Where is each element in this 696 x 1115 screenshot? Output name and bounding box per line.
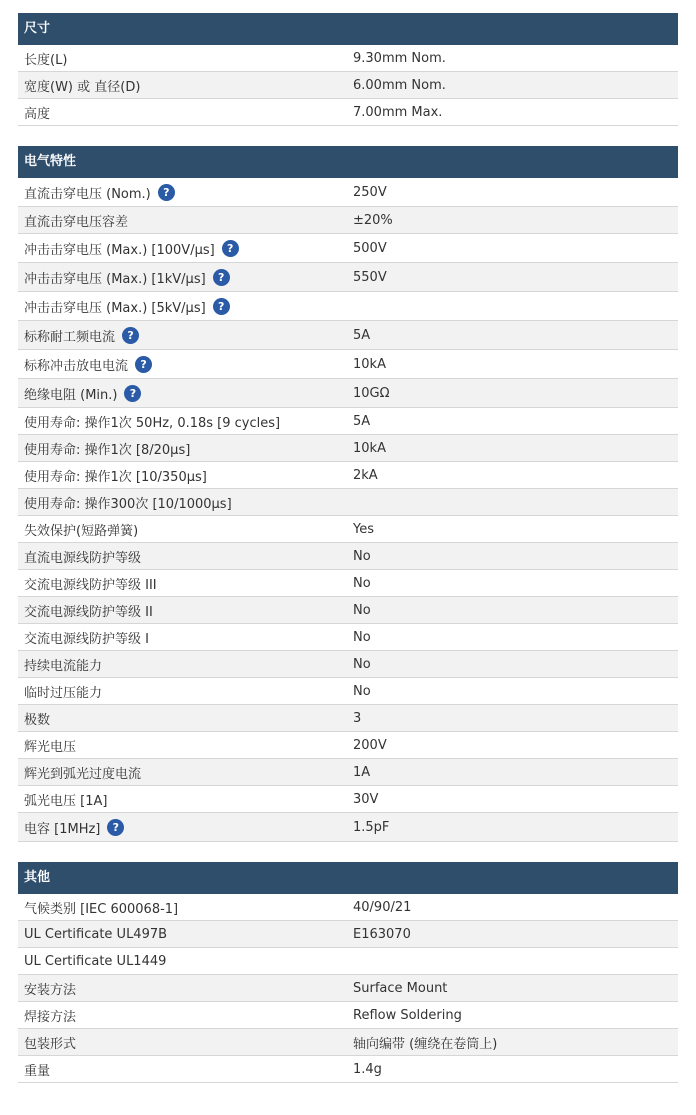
spec-label: 包装形式 bbox=[24, 1036, 77, 1052]
spec-section-1 bbox=[18, 146, 678, 842]
spec-label-cell bbox=[24, 384, 353, 403]
spec-row bbox=[18, 72, 678, 99]
spec-value: 10kA bbox=[353, 356, 386, 372]
help-icon[interactable]: ? bbox=[213, 269, 230, 286]
spec-label-cell bbox=[24, 466, 353, 485]
spec-row bbox=[18, 516, 678, 543]
spec-label-cell bbox=[24, 103, 353, 122]
spec-row bbox=[18, 975, 678, 1002]
spec-value: 550V bbox=[353, 269, 387, 285]
spec-section-2 bbox=[18, 862, 678, 1083]
spec-label-cell bbox=[24, 898, 353, 917]
spec-label: 失效保护(短路弹簧) bbox=[24, 523, 139, 539]
spec-row bbox=[18, 624, 678, 651]
spec-label: 电容 [1MHz] bbox=[24, 821, 101, 837]
spec-value: 6.00mm Nom. bbox=[353, 77, 446, 93]
spec-label-cell bbox=[24, 76, 353, 95]
spec-label: 冲击击穿电压 (Max.) [5kV/µs] bbox=[24, 300, 206, 316]
spec-label: 长度(L) bbox=[24, 52, 68, 68]
spec-label: 辉光到弧光过度电流 bbox=[24, 766, 142, 782]
spec-label-cell bbox=[24, 979, 353, 998]
spec-label-cell bbox=[24, 520, 353, 539]
spec-label: 直流击穿电压 (Nom.) bbox=[24, 186, 151, 202]
spec-label: 交流电源线防护等级 III bbox=[24, 577, 157, 593]
spec-label: 绝缘电阻 (Min.) bbox=[24, 387, 118, 403]
spec-value: No bbox=[353, 602, 371, 618]
spec-label: 使用寿命: 操作1次 50Hz, 0.18s [9 cycles] bbox=[24, 415, 281, 431]
spec-label: 标称耐工频电流 bbox=[24, 329, 116, 345]
spec-label-cell bbox=[24, 493, 353, 512]
spec-label: 焊接方法 bbox=[24, 1009, 77, 1025]
spec-row bbox=[18, 292, 678, 321]
spec-row bbox=[18, 45, 678, 72]
spec-row bbox=[18, 597, 678, 624]
spec-value: 2kA bbox=[353, 467, 378, 483]
help-icon[interactable]: ? bbox=[158, 184, 175, 201]
spec-label-cell bbox=[24, 211, 353, 230]
spec-label-cell bbox=[24, 412, 353, 431]
section-title: 电气特性 bbox=[18, 146, 678, 178]
spec-label-cell bbox=[24, 439, 353, 458]
spec-label-cell bbox=[24, 326, 353, 345]
spec-row bbox=[18, 759, 678, 786]
spec-value: No bbox=[353, 548, 371, 564]
spec-label: 标称冲击放电电流 bbox=[24, 358, 129, 374]
spec-row bbox=[18, 350, 678, 379]
help-icon[interactable]: ? bbox=[124, 385, 141, 402]
spec-value: No bbox=[353, 683, 371, 699]
spec-value: E163070 bbox=[353, 926, 411, 942]
spec-label: 使用寿命: 操作300次 [10/1000µs] bbox=[24, 496, 232, 512]
spec-label: UL Certificate UL497B bbox=[24, 926, 168, 942]
spec-label: 直流电源线防护等级 bbox=[24, 550, 142, 566]
spec-label-cell bbox=[24, 1033, 353, 1052]
spec-label: 辉光电压 bbox=[24, 739, 77, 755]
spec-label-cell bbox=[24, 927, 353, 942]
spec-label-cell bbox=[24, 818, 353, 837]
spec-value: No bbox=[353, 575, 371, 591]
spec-value: No bbox=[353, 656, 371, 672]
help-icon[interactable]: ? bbox=[107, 819, 124, 836]
spec-row bbox=[18, 489, 678, 516]
spec-value: 40/90/21 bbox=[353, 899, 412, 915]
spec-label-cell bbox=[24, 297, 353, 316]
spec-value: 1A bbox=[353, 764, 371, 780]
spec-row bbox=[18, 1056, 678, 1083]
spec-value: 30V bbox=[353, 791, 379, 807]
spec-row bbox=[18, 462, 678, 489]
spec-row bbox=[18, 263, 678, 292]
spec-value: No bbox=[353, 629, 371, 645]
section-title: 尺寸 bbox=[18, 13, 678, 45]
spec-label: 安装方法 bbox=[24, 982, 77, 998]
spec-label: 交流电源线防护等级 II bbox=[24, 604, 153, 620]
spec-label-cell bbox=[24, 709, 353, 728]
spec-label-cell bbox=[24, 547, 353, 566]
help-icon[interactable]: ? bbox=[135, 356, 152, 373]
spec-label: 直流击穿电压容差 bbox=[24, 214, 129, 230]
spec-label-cell bbox=[24, 574, 353, 593]
spec-label: 宽度(W) 或 直径(D) bbox=[24, 79, 141, 95]
spec-label-cell bbox=[24, 49, 353, 68]
spec-label: 冲击击穿电压 (Max.) [100V/µs] bbox=[24, 242, 215, 258]
spec-value: 轴向编带 (缠绕在卷筒上) bbox=[353, 1036, 498, 1052]
spec-value: ±20% bbox=[353, 212, 393, 228]
help-icon[interactable]: ? bbox=[213, 298, 230, 315]
spec-row bbox=[18, 678, 678, 705]
spec-label: 使用寿命: 操作1次 [10/350µs] bbox=[24, 469, 207, 485]
spec-label: 冲击击穿电压 (Max.) [1kV/µs] bbox=[24, 271, 206, 287]
spec-row bbox=[18, 813, 678, 842]
spec-value: 10kA bbox=[353, 440, 386, 456]
spec-row bbox=[18, 948, 678, 975]
spec-label-cell bbox=[24, 355, 353, 374]
spec-value: Reflow Soldering bbox=[353, 1007, 462, 1023]
spec-section-0 bbox=[18, 13, 678, 126]
spec-value: 250V bbox=[353, 184, 387, 200]
help-icon[interactable]: ? bbox=[222, 240, 239, 257]
spec-label: UL Certificate UL1449 bbox=[24, 953, 167, 969]
spec-label-cell bbox=[24, 601, 353, 620]
spec-value: Yes bbox=[353, 521, 374, 537]
spec-label-cell bbox=[24, 268, 353, 287]
spec-label: 使用寿命: 操作1次 [8/20µs] bbox=[24, 442, 191, 458]
spec-label-cell bbox=[24, 1006, 353, 1025]
spec-label: 交流电源线防护等级 I bbox=[24, 631, 149, 647]
help-icon[interactable]: ? bbox=[122, 327, 139, 344]
spec-label: 弧光电压 [1A] bbox=[24, 793, 108, 809]
spec-value: 500V bbox=[353, 240, 387, 256]
section-title: 其他 bbox=[18, 862, 678, 894]
spec-row bbox=[18, 894, 678, 921]
spec-row bbox=[18, 379, 678, 408]
spec-row bbox=[18, 178, 678, 207]
spec-label: 气候类别 [IEC 600068-1] bbox=[24, 901, 179, 917]
spec-label-cell bbox=[24, 183, 353, 202]
spec-label-cell bbox=[24, 763, 353, 782]
spec-label: 临时过压能力 bbox=[24, 685, 103, 701]
spec-row bbox=[18, 732, 678, 759]
spec-label: 极数 bbox=[24, 712, 51, 728]
spec-value: 1.4g bbox=[353, 1061, 382, 1077]
spec-label: 重量 bbox=[24, 1063, 51, 1079]
spec-label-cell bbox=[24, 628, 353, 647]
spec-row bbox=[18, 99, 678, 126]
spec-label-cell bbox=[24, 239, 353, 258]
spec-value: Surface Mount bbox=[353, 980, 448, 996]
spec-row bbox=[18, 435, 678, 462]
spec-value: 10GΩ bbox=[353, 385, 390, 401]
spec-row bbox=[18, 321, 678, 350]
spec-value: 3 bbox=[353, 710, 362, 726]
spec-label-cell bbox=[24, 682, 353, 701]
spec-row bbox=[18, 570, 678, 597]
spec-label: 持续电流能力 bbox=[24, 658, 103, 674]
spec-value: 9.30mm Nom. bbox=[353, 50, 446, 66]
spec-row bbox=[18, 234, 678, 263]
spec-label-cell bbox=[24, 736, 353, 755]
spec-value: 5A bbox=[353, 413, 371, 429]
spec-row bbox=[18, 1002, 678, 1029]
spec-row bbox=[18, 921, 678, 948]
spec-label: 高度 bbox=[24, 106, 51, 122]
spec-tables bbox=[18, 13, 678, 1103]
spec-row bbox=[18, 543, 678, 570]
spec-row bbox=[18, 786, 678, 813]
spec-row bbox=[18, 408, 678, 435]
spec-row bbox=[18, 1029, 678, 1056]
spec-row bbox=[18, 207, 678, 234]
spec-value: 5A bbox=[353, 327, 371, 343]
spec-label-cell bbox=[24, 1060, 353, 1079]
spec-value: 7.00mm Max. bbox=[353, 104, 443, 120]
spec-value: 1.5pF bbox=[353, 819, 390, 835]
spec-label-cell bbox=[24, 954, 353, 969]
spec-row bbox=[18, 705, 678, 732]
spec-row bbox=[18, 651, 678, 678]
spec-value: 200V bbox=[353, 737, 387, 753]
spec-label-cell bbox=[24, 790, 353, 809]
spec-label-cell bbox=[24, 655, 353, 674]
